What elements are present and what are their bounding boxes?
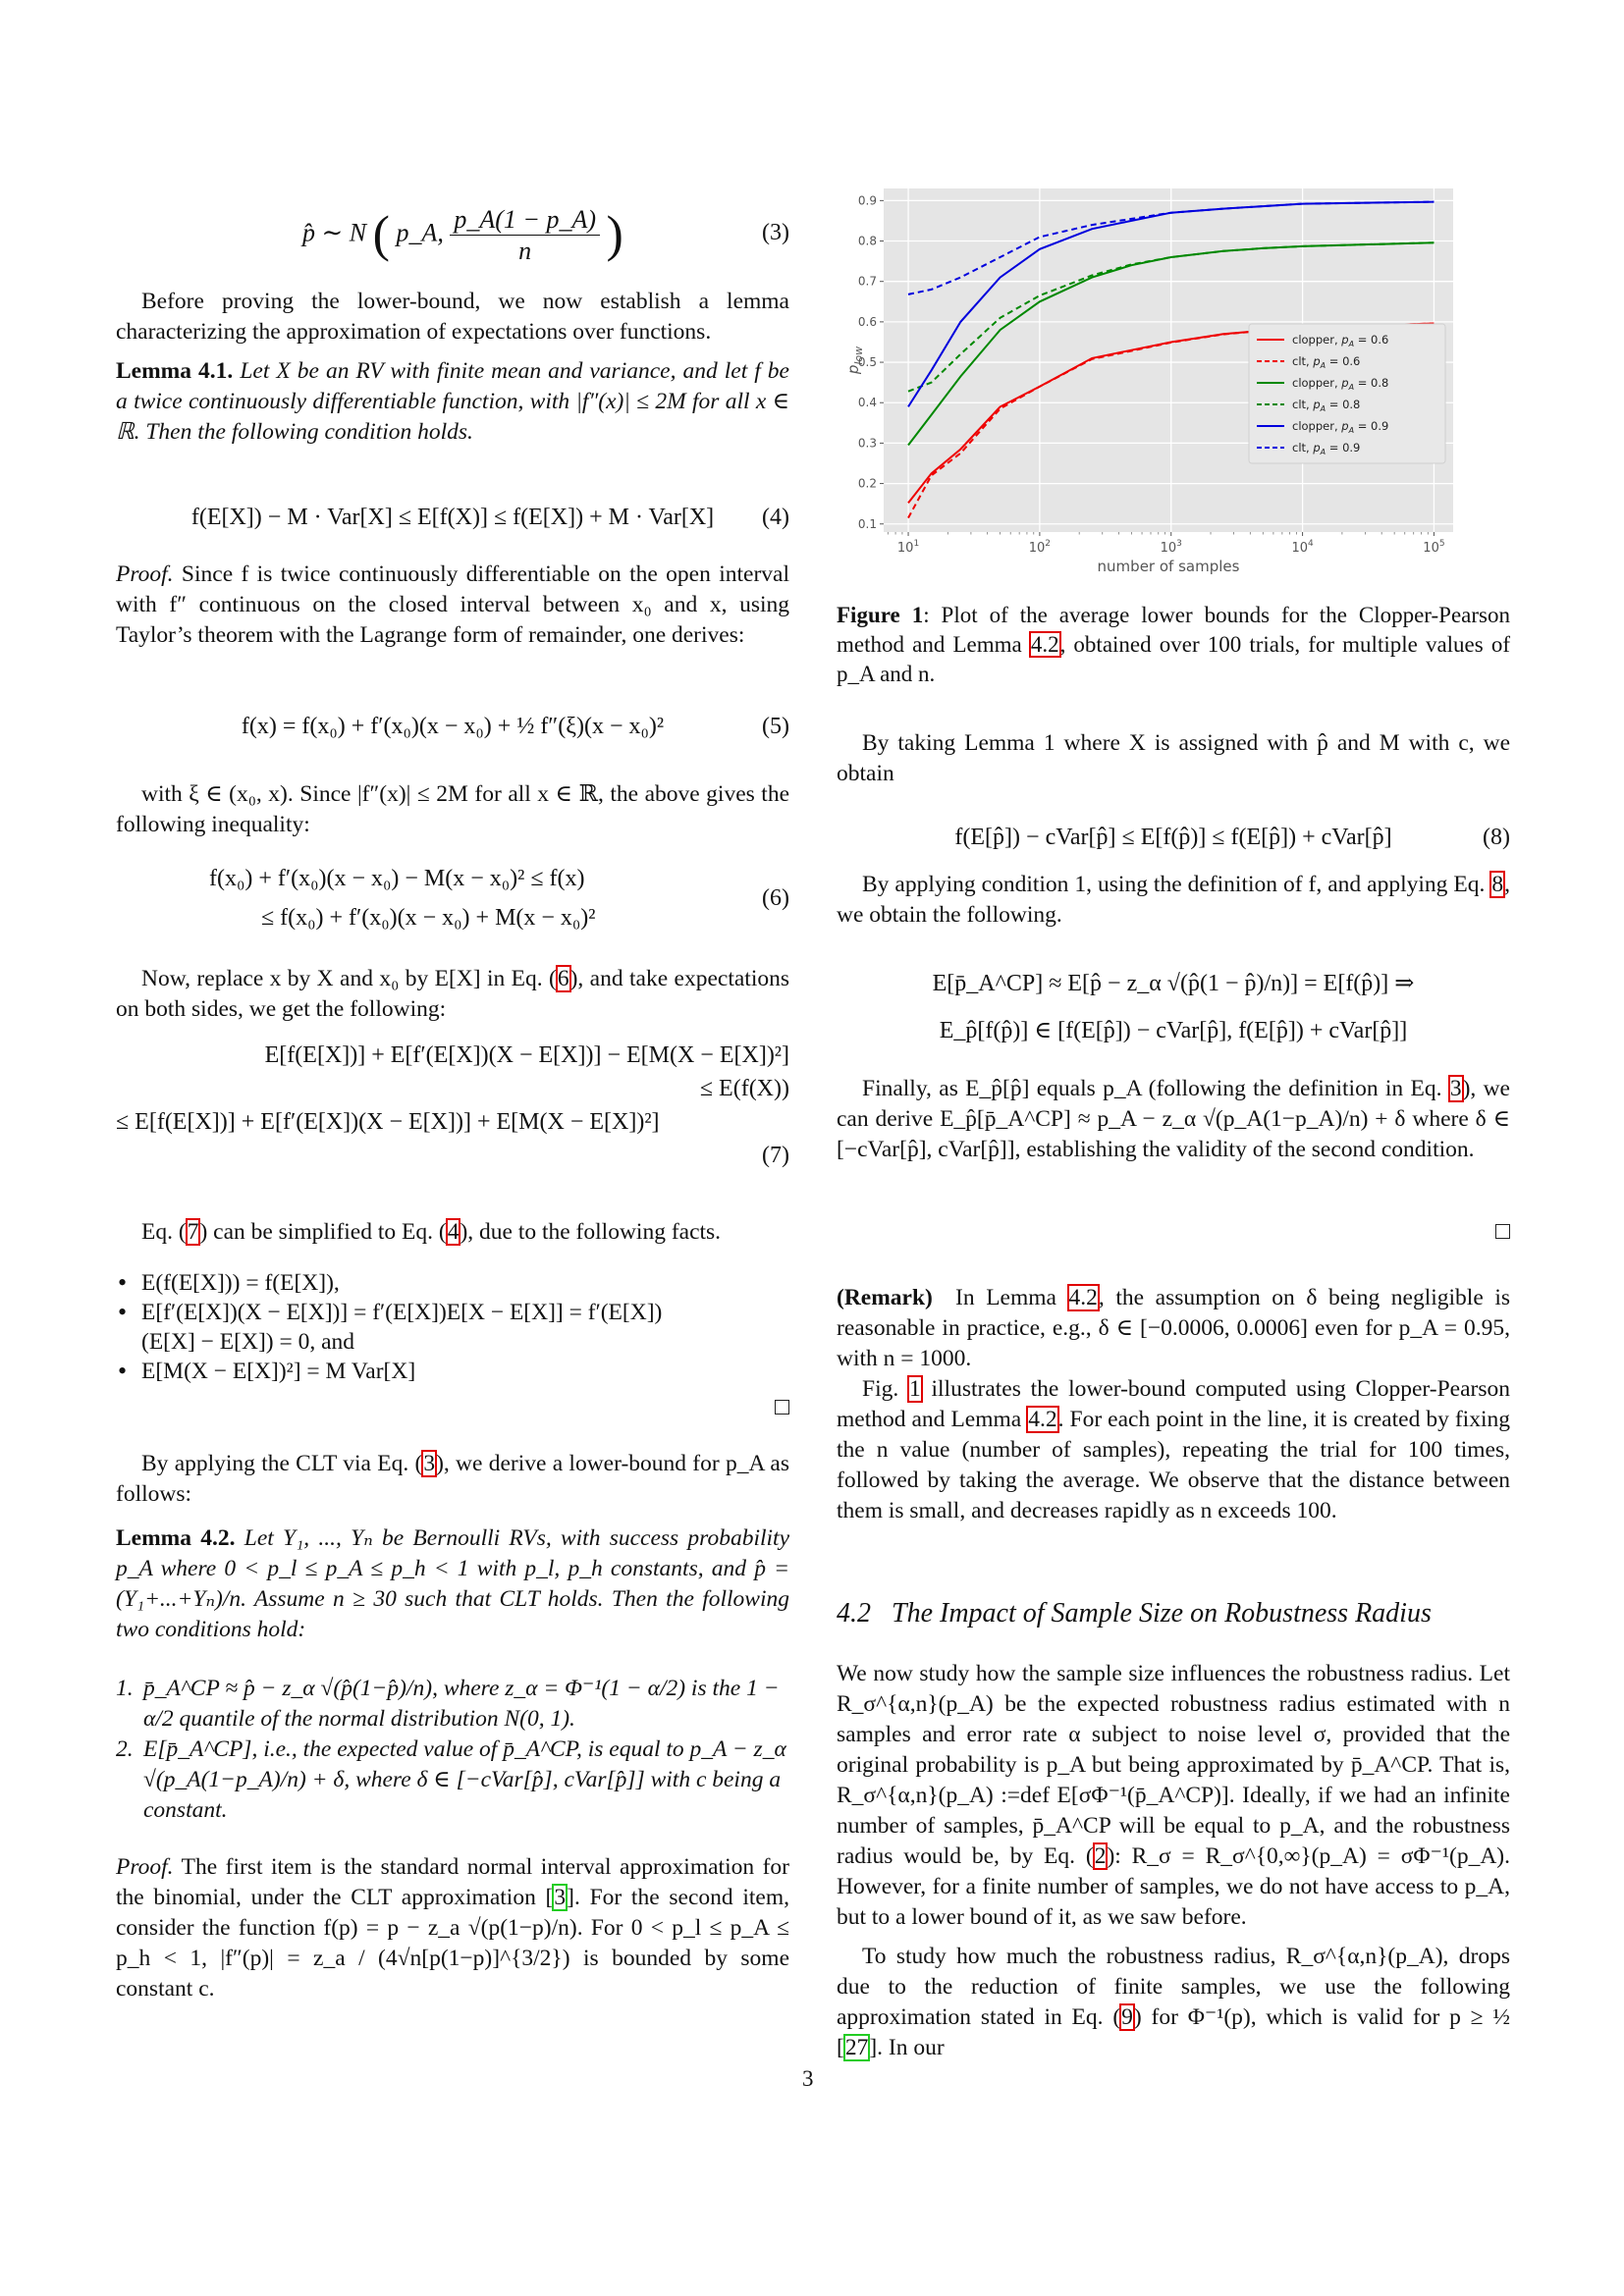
eq8-body: f(E[p̂]) − cVar[p̂] ≤ E[f(p̂)] ≤ f(E[p̂]) + cVar[p̂] xyxy=(954,825,1392,850)
text: ), and take expectations on both sides, we get the following: xyxy=(116,966,789,1022)
lower-bound-chart xyxy=(837,177,1465,589)
item-text: p̄_A^CP ≈ p̂ − z_α √(p̂(1−p̂)/n), where z_α = Φ⁻¹(1 − α/2) is the 1 − α/2 quantile of the normal distribution N(0, 1). xyxy=(143,1676,780,1732)
simplify-paragraph xyxy=(116,1217,789,1248)
figure-ref-1[interactable]: 1 xyxy=(908,1376,921,1402)
section-heading xyxy=(837,1598,1510,1629)
eq3-arg1: p_A, xyxy=(396,218,444,247)
equation-3: p̂ ∼ N ( p_A, $\frac{p\_A(1 - p\_A)}{n}$ ) (3) xyxy=(302,205,789,265)
text: , obtained over 100 trials, for multiple values of p_A and n. xyxy=(837,632,1510,686)
eq-ref-4[interactable]: 4 xyxy=(447,1219,460,1245)
text: Finally, as E_p̂[p̂] equals p_A (following the definition in Eq. xyxy=(862,1076,1449,1101)
figure-caption xyxy=(837,601,1510,689)
legend-entry: clopper, $p_A = 0.8$ xyxy=(1292,376,1389,392)
text: ]. For the second item, consider the function f(p) = p − z_a √(p(1−p)/n). For 0 < p_l ≤ p_A ≤ p_h < 1, |f″(p)| = z_a / (4√n[p(1−p)]^{3/2}) is bounded by some constant c. xyxy=(116,1885,789,2002)
proof-lemma-4-2 xyxy=(116,1852,789,2004)
eq3-numerator: p_A(1 − p_A) xyxy=(450,204,600,236)
x-tick-label: $10^1$ xyxy=(896,539,920,556)
x-tick-label: $10^3$ xyxy=(1160,539,1182,556)
eq5-number: (5) xyxy=(762,714,789,739)
eq-ref-8[interactable]: 8 xyxy=(1491,872,1504,897)
text: The first item is the standard normal interval approximation for the binomial, under the CLT approximation [ xyxy=(116,1854,789,1910)
condition-item xyxy=(116,1674,789,1735)
text: ), we can derive E_p̂[p̄_A^CP] ≈ p_A − z_α √(p_A(1−p_A)/n) + δ where δ ∈ [−cVar[p̂], cVar[p̂]], establishing the validity of the second condition. xyxy=(837,1076,1510,1162)
y-tick-label: 0.5 xyxy=(857,355,877,370)
item-text: E[p̄_A^CP], i.e., the expected value of p̄_A^CP, is equal to p_A − z_α √(p_A(1−p_A)/n) + δ, where δ ∈ [−cVar[p̂], cVar[p̂]] with c being a constant. xyxy=(143,1736,786,1823)
equation-8 xyxy=(837,823,1510,853)
intro-paragraph: Before proving the lower-bound, we now establish a lemma characterizing the approximation of expectations over functions. xyxy=(116,289,789,345)
eq-ref-6[interactable]: 6 xyxy=(557,966,569,991)
lemma1-paragraph: By taking Lemma 1 where X is assigned with p̂ and M with c, we obtain xyxy=(837,730,1510,786)
section-title: The Impact of Sample Size on Robustness Radius xyxy=(892,1598,1432,1629)
eq6-number: (6) xyxy=(762,885,789,911)
lemma-ref-4-2[interactable]: 4.2 xyxy=(1028,1407,1057,1432)
eq4-body: f(E[X]) − M · Var[X] ≤ E[f(X)] ≤ f(E[X]) + M · Var[X] xyxy=(190,505,715,530)
lemma-4-2-label: Lemma 4.2. xyxy=(116,1525,236,1551)
eq6-line1: f(x₀) + f′(x₀)(x − x₀) − M(x − x₀)² ≤ f(x) xyxy=(209,866,585,891)
eq7-number: (7) xyxy=(762,1143,789,1168)
text: , we obtain the following. xyxy=(837,872,1510,928)
text: ), we derive a lower-bound for p_A as follows: xyxy=(116,1451,789,1507)
lemma-4-2-text: Let Y₁, ..., Yₙ be Bernoulli RVs, with success probability p_A where 0 < p_l ≤ p_A ≤ p_h < 1 with p_l, p_h constants, and p̂ = (Y₁+...+Yₙ)/n. Assume n ≥ 30 such that CLT holds. Then the following two conditions hold: xyxy=(116,1525,789,1642)
text: By applying condition 1, using the definition of f, and applying Eq. xyxy=(862,872,1491,897)
eq7-line1: E[f(E[X])] + E[f′(E[X])(X − E[X])] − E[M(X − E[X])²] xyxy=(264,1042,789,1068)
eq3-lhs: p̂ ∼ N xyxy=(302,218,367,247)
equation-5 xyxy=(116,712,789,742)
eq8-number: (8) xyxy=(1483,825,1510,850)
lemma-ref-4-2[interactable]: 4.2 xyxy=(1030,632,1059,657)
eq7-line2: ≤ E(f(X)) xyxy=(699,1076,789,1101)
text: illustrates the lower-bound computed using Clopper-Pearson method and Lemma xyxy=(837,1376,1510,1432)
text: We now study how the sample size influences the robustness radius. Let R_σ^{α,n}(p_A) be the expected robustness radius estimated with n samples and error rate α subject to noise level σ, provided that the original probability is p_A but being approximated by p̄_A^CP. That is, R_σ^{α,n}(p_A) :=def E[σΦ⁻¹(p̄_A^CP)]. Ideally, if we had an infinite number of samples, p̄_A^CP will be equal to p_A, and the robustness radius would be, by Eq. ( xyxy=(837,1661,1510,1869)
eq3-number: (3) xyxy=(762,220,789,245)
text: In Lemma xyxy=(955,1285,1068,1310)
lemma-4-2 xyxy=(116,1523,789,1645)
y-tick-label: 0.4 xyxy=(857,396,877,410)
lemma-4-1-text: Let X be an RV with finite mean and variance, and let f be a twice continuously differentiable function, with |f″(x)| ≤ 2M for all x ∈ ℝ. Then the following condition holds. xyxy=(116,358,789,445)
caption-label: Figure 1 xyxy=(837,603,924,627)
fact-item: • E[M(X − E[X])²] = M Var[X] xyxy=(116,1357,666,1386)
proof-lemma-4-1 xyxy=(116,560,789,651)
x-axis-label: number of samples xyxy=(1097,558,1240,575)
y-tick-label: 0.2 xyxy=(857,476,877,491)
text: ) can be simplified to Eq. ( xyxy=(199,1219,447,1245)
section-number: 4.2 xyxy=(837,1598,871,1629)
finally-paragraph xyxy=(837,1074,1510,1165)
condition-paragraph xyxy=(837,870,1510,931)
eq6-line2: ≤ f(x₀) + f′(x₀)(x − x₀) + M(x − x₀)² xyxy=(261,905,596,931)
eq-ref-7[interactable]: 7 xyxy=(187,1219,199,1245)
item-number: 2. xyxy=(116,1736,134,1762)
text: , the assumption on δ being negligible is reasonable in practice, e.g., δ ∈ [−0.0006, 0.0006] even for p_A = 0.95, with n = 1000. xyxy=(837,1285,1511,1371)
proof-label: Proof. xyxy=(116,1854,174,1880)
remark-label: (Remark) xyxy=(837,1285,933,1310)
citation-3[interactable]: 3 xyxy=(554,1885,567,1910)
y-tick-label: 0.8 xyxy=(857,234,877,248)
text: . For each point in the line, it is created by fixing the n value (number of samples), repeating the trial for 100 times, followed by taking the average. We observe that the distance between them is small, and decreases rapidly as n exceeds 100. xyxy=(837,1407,1510,1523)
text: ): R_σ = R_σ^{0,∞}(p_A) = σΦ⁻¹(p_A). However, for a finite number of samples, we do not have access to p_A, but to a lower bound of it, as we saw before. xyxy=(837,1843,1510,1930)
y-axis-label: $p_{low}$ xyxy=(844,346,865,375)
lemma-4-1 xyxy=(116,356,789,448)
citation-27[interactable]: 27 xyxy=(844,2035,869,2060)
text: To study how much the robustness radius, R_σ^{α,n}(p_A), drops due to the reduction of finite samples, we use the following approximation stated in Eq. ( xyxy=(837,1944,1510,2030)
text: Now, replace x by X and x₀ by E[X] in Eq. ( xyxy=(141,966,557,991)
text: By applying the CLT via Eq. ( xyxy=(141,1451,423,1476)
study-paragraph xyxy=(837,1659,1510,1933)
equation-4 xyxy=(116,503,789,533)
lemma-4-1-label: Lemma 4.1. xyxy=(116,358,234,384)
equation-7 xyxy=(116,1039,789,1196)
fact-item: • E[f′(E[X])(X − E[X])] = f′(E[X])E[X − E[X]] = f′(E[X])(E[X] − E[X]) = 0, and xyxy=(116,1298,666,1357)
eq-ref-3[interactable]: 3 xyxy=(1449,1076,1462,1101)
eq5-body: f(x) = f(x₀) + f′(x₀)(x − x₀) + ½ f″(ξ)(x − x₀)² xyxy=(241,714,665,739)
eq7-line3: ≤ E[f(E[X])] + E[f′(E[X])(X − E[X])] + E[M(X − E[X])²] xyxy=(116,1109,660,1135)
eq3-denominator: n xyxy=(518,237,532,265)
equation-expectation xyxy=(837,960,1510,1054)
legend-entry: clopper, $p_A = 0.9$ xyxy=(1292,419,1389,435)
text: ), due to the following facts. xyxy=(460,1219,722,1245)
x-tick-label: $10^2$ xyxy=(1028,539,1052,556)
text: ]. In our xyxy=(869,2035,945,2060)
item-number: 1. xyxy=(116,1676,134,1701)
remark-paragraph xyxy=(837,1283,1510,1374)
eq-expect-line2: E_p̂[f(p̂)] ∈ [f(E[p̂]) − cVar[p̂], f(E[p̂]) + cVar[p̂]] xyxy=(939,1018,1408,1043)
clt-paragraph xyxy=(116,1449,789,1510)
page-number: 3 xyxy=(802,2066,814,2091)
condition-item xyxy=(116,1735,789,1826)
legend-entry: clt, $p_A = 0.9$ xyxy=(1292,441,1361,456)
xi-paragraph: with ξ ∈ (x₀, x). Since |f″(x)| ≤ 2M for all x ∈ ℝ, the above gives the following inequality: xyxy=(116,781,789,837)
lemma-ref-4-2[interactable]: 4.2 xyxy=(1068,1285,1098,1310)
y-tick-label: 0.7 xyxy=(857,274,877,289)
proof-text: Since f is twice continuously differentiable on the open interval with f″ continuous on the closed interval between x₀ and x, using Taylor’s theorem with the Lagrange form of remainder, one derives: xyxy=(116,561,790,648)
legend-entry: clopper, $p_A = 0.6$ xyxy=(1292,333,1389,348)
y-tick-label: 0.9 xyxy=(857,193,877,208)
y-tick-label: 0.6 xyxy=(857,314,877,329)
fact-item: • E(f(E[X])) = f(E[X]), xyxy=(116,1268,666,1298)
qed-symbol xyxy=(775,1400,789,1415)
drop-paragraph xyxy=(837,1942,1510,2063)
facts-list xyxy=(116,1268,666,1386)
x-tick-label: $10^4$ xyxy=(1291,539,1314,556)
fig-paragraph xyxy=(837,1374,1510,1526)
x-tick-label: $10^5$ xyxy=(1423,539,1445,556)
text: : Plot of the average lower bounds for the Clopper-Pearson method and Lemma xyxy=(837,603,1510,657)
eq-ref-9[interactable]: 9 xyxy=(1121,2004,1133,2030)
y-tick-label: 0.3 xyxy=(857,436,877,451)
eq-ref-3[interactable]: 3 xyxy=(423,1451,436,1476)
replace-paragraph xyxy=(116,964,789,1025)
qed-symbol xyxy=(1495,1224,1510,1239)
eq4-number: (4) xyxy=(762,505,789,530)
legend-entry: clt, $p_A = 0.6$ xyxy=(1292,354,1361,370)
text: Eq. ( xyxy=(141,1219,187,1245)
text: ) for Φ⁻¹(p), which is valid for p ≥ ½ [ xyxy=(837,2004,1510,2060)
figure-1 xyxy=(837,0,1510,589)
text: Fig. xyxy=(862,1376,908,1402)
equation-6 xyxy=(116,864,789,942)
eq-expect-line1: E[p̄_A^CP] ≈ E[p̂ − z_α √(p̂(1 − p̂)/n)] = E[f(p̂)] ⇒ xyxy=(932,971,1415,996)
proof-label: Proof. xyxy=(116,561,174,587)
legend-entry: clt, $p_A = 0.8$ xyxy=(1292,398,1361,413)
eq-ref-2[interactable]: 2 xyxy=(1094,1843,1107,1869)
y-tick-label: 0.1 xyxy=(857,516,877,531)
lemma-4-2-conditions xyxy=(116,1674,789,1826)
